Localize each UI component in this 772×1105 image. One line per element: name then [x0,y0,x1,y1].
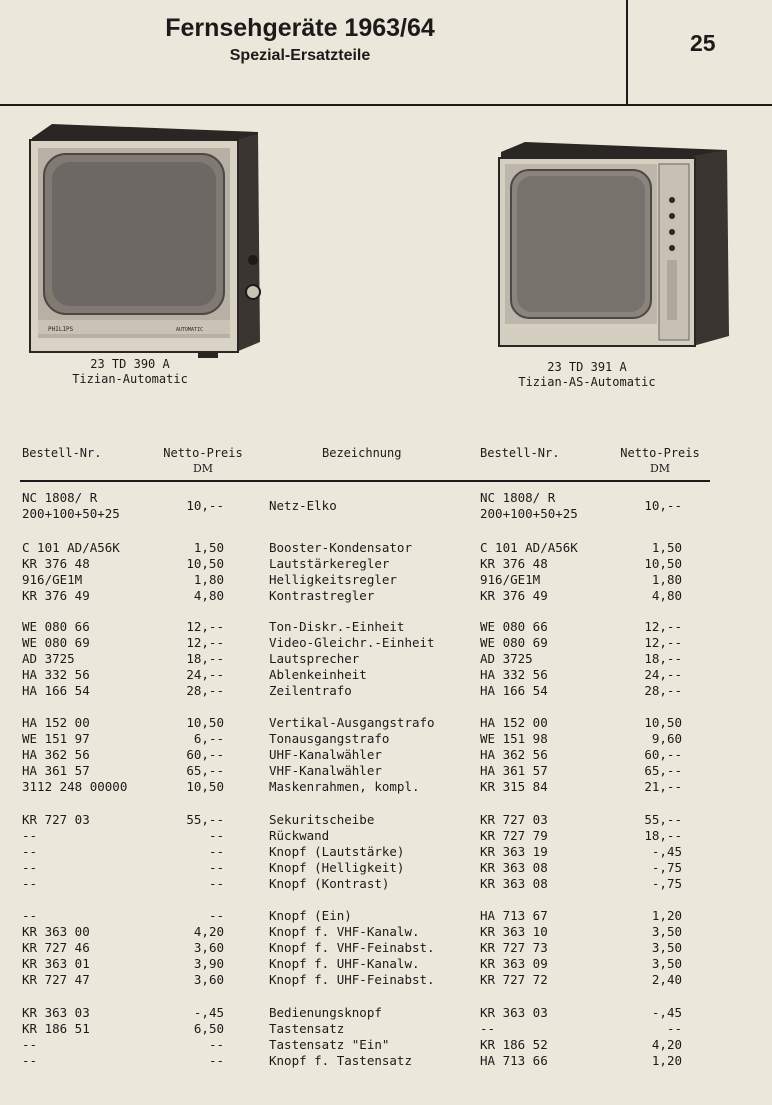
cell-bezeichnung: Kontrastregler [269,588,375,603]
cell-bestell-nr-right: C 101 AD/A56K [480,540,578,555]
cell-netto-preis-left: 4,20 [193,924,224,939]
cell-bestell-nr-left: C 101 AD/A56K [22,540,120,555]
cell-netto-preis-right: 3,50 [651,924,682,939]
cell-bestell-nr-right: KR 727 03 [480,812,548,827]
col-header-bezeichnung: Bezeichnung [322,446,402,460]
cell-bezeichnung: Tastensatz "Ein" [269,1037,390,1052]
cell-netto-preis-right: 65,-- [644,763,682,778]
cell-bestell-nr-left: WE 151 97 [22,731,90,746]
cell-netto-preis-right: 18,-- [644,651,682,666]
cell-bestell-nr-right: HA 713 66 [480,1053,548,1068]
cell-netto-preis-left: 28,-- [186,683,224,698]
cell-netto-preis-right: 3,50 [651,940,682,955]
cell-bezeichnung: Knopf f. UHF-Feinabst. [269,972,435,987]
cell-bestell-nr-left: KR 363 01 [22,956,90,971]
cell-bestell-nr-right: KR 315 84 [480,779,548,794]
cell-bestell-nr-left: -- [22,844,38,859]
cell-bezeichnung: Tastensatz [269,1021,345,1036]
cell-bezeichnung: Netz-Elko [269,498,337,513]
cell-bestell-nr-left: 3112 248 00000 [22,779,128,794]
cell-bestell-nr-right: KR 363 10 [480,924,548,939]
col-header-netto-preis-left-label: Netto-Preis [163,446,243,460]
cell-bezeichnung: Maskenrahmen, kompl. [269,779,420,794]
cell-netto-preis-left: 55,-- [186,812,224,827]
tv1-model-label: Tizian-Automatic [72,372,188,386]
cell-bestell-nr-right: HA 362 56 [480,747,548,762]
cell-bestell-nr-right: AD 3725 [480,651,533,666]
cell-bezeichnung: Ton-Diskr.-Einheit [269,619,405,634]
cell-netto-preis-left: 18,-- [186,651,224,666]
cell-netto-preis-right: 21,-- [644,779,682,794]
tv1-automatic-logo: AUTOMATIC [176,327,204,333]
tv1-model-name: 23 TD 390 A [90,357,170,371]
cell-bezeichnung: VHF-Kanalwähler [269,763,382,778]
cell-bestell-nr-right: HA 166 54 [480,683,548,698]
cell-netto-preis-right: 28,-- [644,683,682,698]
tv1-brand-logo: PHILIPS [48,326,74,333]
cell-bestell-nr-left: KR 727 03 [22,812,90,827]
cell-bestell-nr-right: KR 363 09 [480,956,548,971]
cell-netto-preis-right: 10,50 [644,715,682,730]
cell-bestell-nr-left: -- [22,828,38,843]
cell-bestell-nr-right: NC 1808/ R 200+100+50+25 [480,490,578,521]
cell-bestell-nr-left: HA 332 56 [22,667,90,682]
cell-bestell-nr-right: KR 727 72 [480,972,548,987]
cell-bestell-nr-left: -- [22,1053,38,1068]
cell-bezeichnung: Tonausgangstrafo [269,731,390,746]
cell-netto-preis-left: 10,50 [186,556,224,571]
cell-bezeichnung: Booster-Kondensator [269,540,412,555]
cell-netto-preis-right: 2,40 [651,972,682,987]
cell-bestell-nr-right: KR 363 08 [480,860,548,875]
cell-netto-preis-right: 4,80 [651,588,682,603]
cell-netto-preis-right: 12,-- [644,635,682,650]
cell-netto-preis-right: 1,20 [651,1053,682,1068]
cell-bezeichnung: Lautstärkeregler [269,556,390,571]
cell-bezeichnung: Knopf f. Tastensatz [269,1053,412,1068]
cell-bestell-nr-right: KR 363 08 [480,876,548,891]
cell-bestell-nr-right: -- [480,1021,496,1036]
cell-bestell-nr-right: WE 080 66 [480,619,548,634]
cell-bestell-nr-right: KR 376 48 [480,556,548,571]
cell-netto-preis-right: 1,50 [651,540,682,555]
cell-netto-preis-right: 4,20 [651,1037,682,1052]
cell-bestell-nr-left: HA 166 54 [22,683,90,698]
cell-bestell-nr-left: KR 186 51 [22,1021,90,1036]
page-subtitle: Spezial-Ersatzteile [229,47,371,64]
cell-bestell-nr-left: KR 727 46 [22,940,90,955]
cell-bezeichnung: Knopf (Helligkeit) [269,860,405,875]
cell-bestell-nr-left: AD 3725 [22,651,75,666]
cell-netto-preis-left: 3,90 [193,956,224,971]
cell-bezeichnung: Knopf (Kontrast) [269,876,390,891]
cell-netto-preis-left: 12,-- [186,635,224,650]
cell-bestell-nr-right: HA 152 00 [480,715,548,730]
cell-netto-preis-right: -,75 [651,876,682,891]
cell-bestell-nr-left: HA 361 57 [22,763,90,778]
cell-netto-preis-left: -- [208,844,224,859]
cell-bezeichnung: UHF-Kanalwähler [269,747,382,762]
cell-netto-preis-right: 12,-- [644,619,682,634]
cell-bezeichnung: Rückwand [269,828,330,843]
cell-bestell-nr-right: 916/GE1M [480,572,541,587]
cell-bezeichnung: Knopf (Lautstärke) [269,844,405,859]
cell-netto-preis-left: -- [208,876,224,891]
cell-bestell-nr-left: 916/GE1M [22,572,83,587]
cell-bestell-nr-right: KR 363 03 [480,1005,548,1020]
col-header-netto-preis-right-label: Netto-Preis [620,446,700,460]
cell-bezeichnung: Helligkeitsregler [269,572,397,587]
cell-netto-preis-left: -- [208,908,224,923]
cell-netto-preis-right: 24,-- [644,667,682,682]
cell-netto-preis-right: 10,50 [644,556,682,571]
cell-netto-preis-left: 6,-- [193,731,224,746]
cell-bezeichnung: Knopf f. UHF-Kanalw. [269,956,420,971]
cell-netto-preis-right: 9,60 [651,731,682,746]
cell-netto-preis-right: 1,20 [651,908,682,923]
cell-bestell-nr-left: WE 080 69 [22,635,90,650]
cell-bestell-nr-left: WE 080 66 [22,619,90,634]
cell-bestell-nr-right: KR 376 49 [480,588,548,603]
cell-netto-preis-left: 24,-- [186,667,224,682]
cell-bestell-nr-right: KR 363 19 [480,844,548,859]
cell-netto-preis-left: -- [208,1053,224,1068]
cell-bestell-nr-left: -- [22,860,38,875]
cell-bestell-nr-right: KR 727 73 [480,940,548,955]
cell-netto-preis-right: 60,-- [644,747,682,762]
cell-bestell-nr-right: WE 151 98 [480,731,548,746]
cell-netto-preis-left: 1,80 [193,572,224,587]
tv2-model-name: 23 TD 391 A [547,360,627,374]
tv2-model-label: Tizian-AS-Automatic [518,375,656,389]
cell-netto-preis-left: 65,-- [186,763,224,778]
cell-netto-preis-left: 10,50 [186,779,224,794]
col-header-bestell-nr-left: Bestell-Nr. [22,446,102,460]
cell-netto-preis-right: 55,-- [644,812,682,827]
cell-bezeichnung: Bedienungsknopf [269,1005,382,1020]
col-header-currency-left: DM [192,462,214,475]
col-header-bestell-nr-right: Bestell-Nr. [480,446,560,460]
cell-bestell-nr-left: HA 152 00 [22,715,90,730]
cell-bezeichnung: Video-Gleichr.-Einheit [269,635,435,650]
cell-netto-preis-left: 3,60 [193,940,224,955]
cell-netto-preis-left: 60,-- [186,747,224,762]
cell-netto-preis-right: 18,-- [644,828,682,843]
cell-netto-preis-left: 10,50 [186,715,224,730]
cell-bezeichnung: Vertikal-Ausgangstrafo [269,715,435,730]
cell-bestell-nr-right: KR 186 52 [480,1037,548,1052]
cell-netto-preis-left: -- [208,1037,224,1052]
cell-bezeichnung: Sekuritscheibe [269,812,375,827]
cell-bestell-nr-right: WE 080 69 [480,635,548,650]
cell-netto-preis-left: 3,60 [193,972,224,987]
cell-netto-preis-right: -,75 [651,860,682,875]
cell-netto-preis-right: 1,80 [651,572,682,587]
cell-bestell-nr-right: KR 727 79 [480,828,548,843]
cell-netto-preis-left: 10,-- [186,498,224,513]
cell-bestell-nr-left: -- [22,1037,38,1052]
cell-bestell-nr-right: HA 713 67 [480,908,548,923]
cell-netto-preis-left: -- [208,860,224,875]
cell-netto-preis-left: 1,50 [193,540,224,555]
cell-bezeichnung: Zeilentrafo [269,683,352,698]
cell-bestell-nr-right: HA 361 57 [480,763,548,778]
cell-bestell-nr-left: KR 363 00 [22,924,90,939]
cell-netto-preis-left: -,45 [193,1005,224,1020]
cell-netto-preis-left: 12,-- [186,619,224,634]
cell-netto-preis-left: 4,80 [193,588,224,603]
cell-bestell-nr-left: -- [22,876,38,891]
cell-netto-preis-left: -- [208,828,224,843]
cell-netto-preis-right: -,45 [651,844,682,859]
cell-bestell-nr-left: NC 1808/ R 200+100+50+25 [22,490,120,521]
cell-bestell-nr-left: KR 727 47 [22,972,90,987]
cell-bestell-nr-left: -- [22,908,38,923]
cell-bezeichnung: Knopf (Ein) [269,908,352,923]
cell-netto-preis-right: -- [666,1021,682,1036]
cell-bestell-nr-left: KR 363 03 [22,1005,90,1020]
cell-bestell-nr-right: HA 332 56 [480,667,548,682]
cell-netto-preis-left: 6,50 [193,1021,224,1036]
col-header-currency-right: DM [649,462,671,475]
cell-bezeichnung: Knopf f. VHF-Feinabst. [269,940,435,955]
page-number: 25 [690,30,716,56]
cell-bezeichnung: Ablenkeinheit [269,667,367,682]
cell-bezeichnung: Lautsprecher [269,651,360,666]
cell-netto-preis-right: -,45 [651,1005,682,1020]
cell-bestell-nr-left: KR 376 48 [22,556,90,571]
cell-bestell-nr-left: KR 376 49 [22,588,90,603]
cell-bestell-nr-left: HA 362 56 [22,747,90,762]
page-title: Fernsehgeräte 1963/64 [165,14,435,42]
cell-netto-preis-right: 3,50 [651,956,682,971]
cell-netto-preis-right: 10,-- [644,498,682,513]
cell-bezeichnung: Knopf f. VHF-Kanalw. [269,924,420,939]
